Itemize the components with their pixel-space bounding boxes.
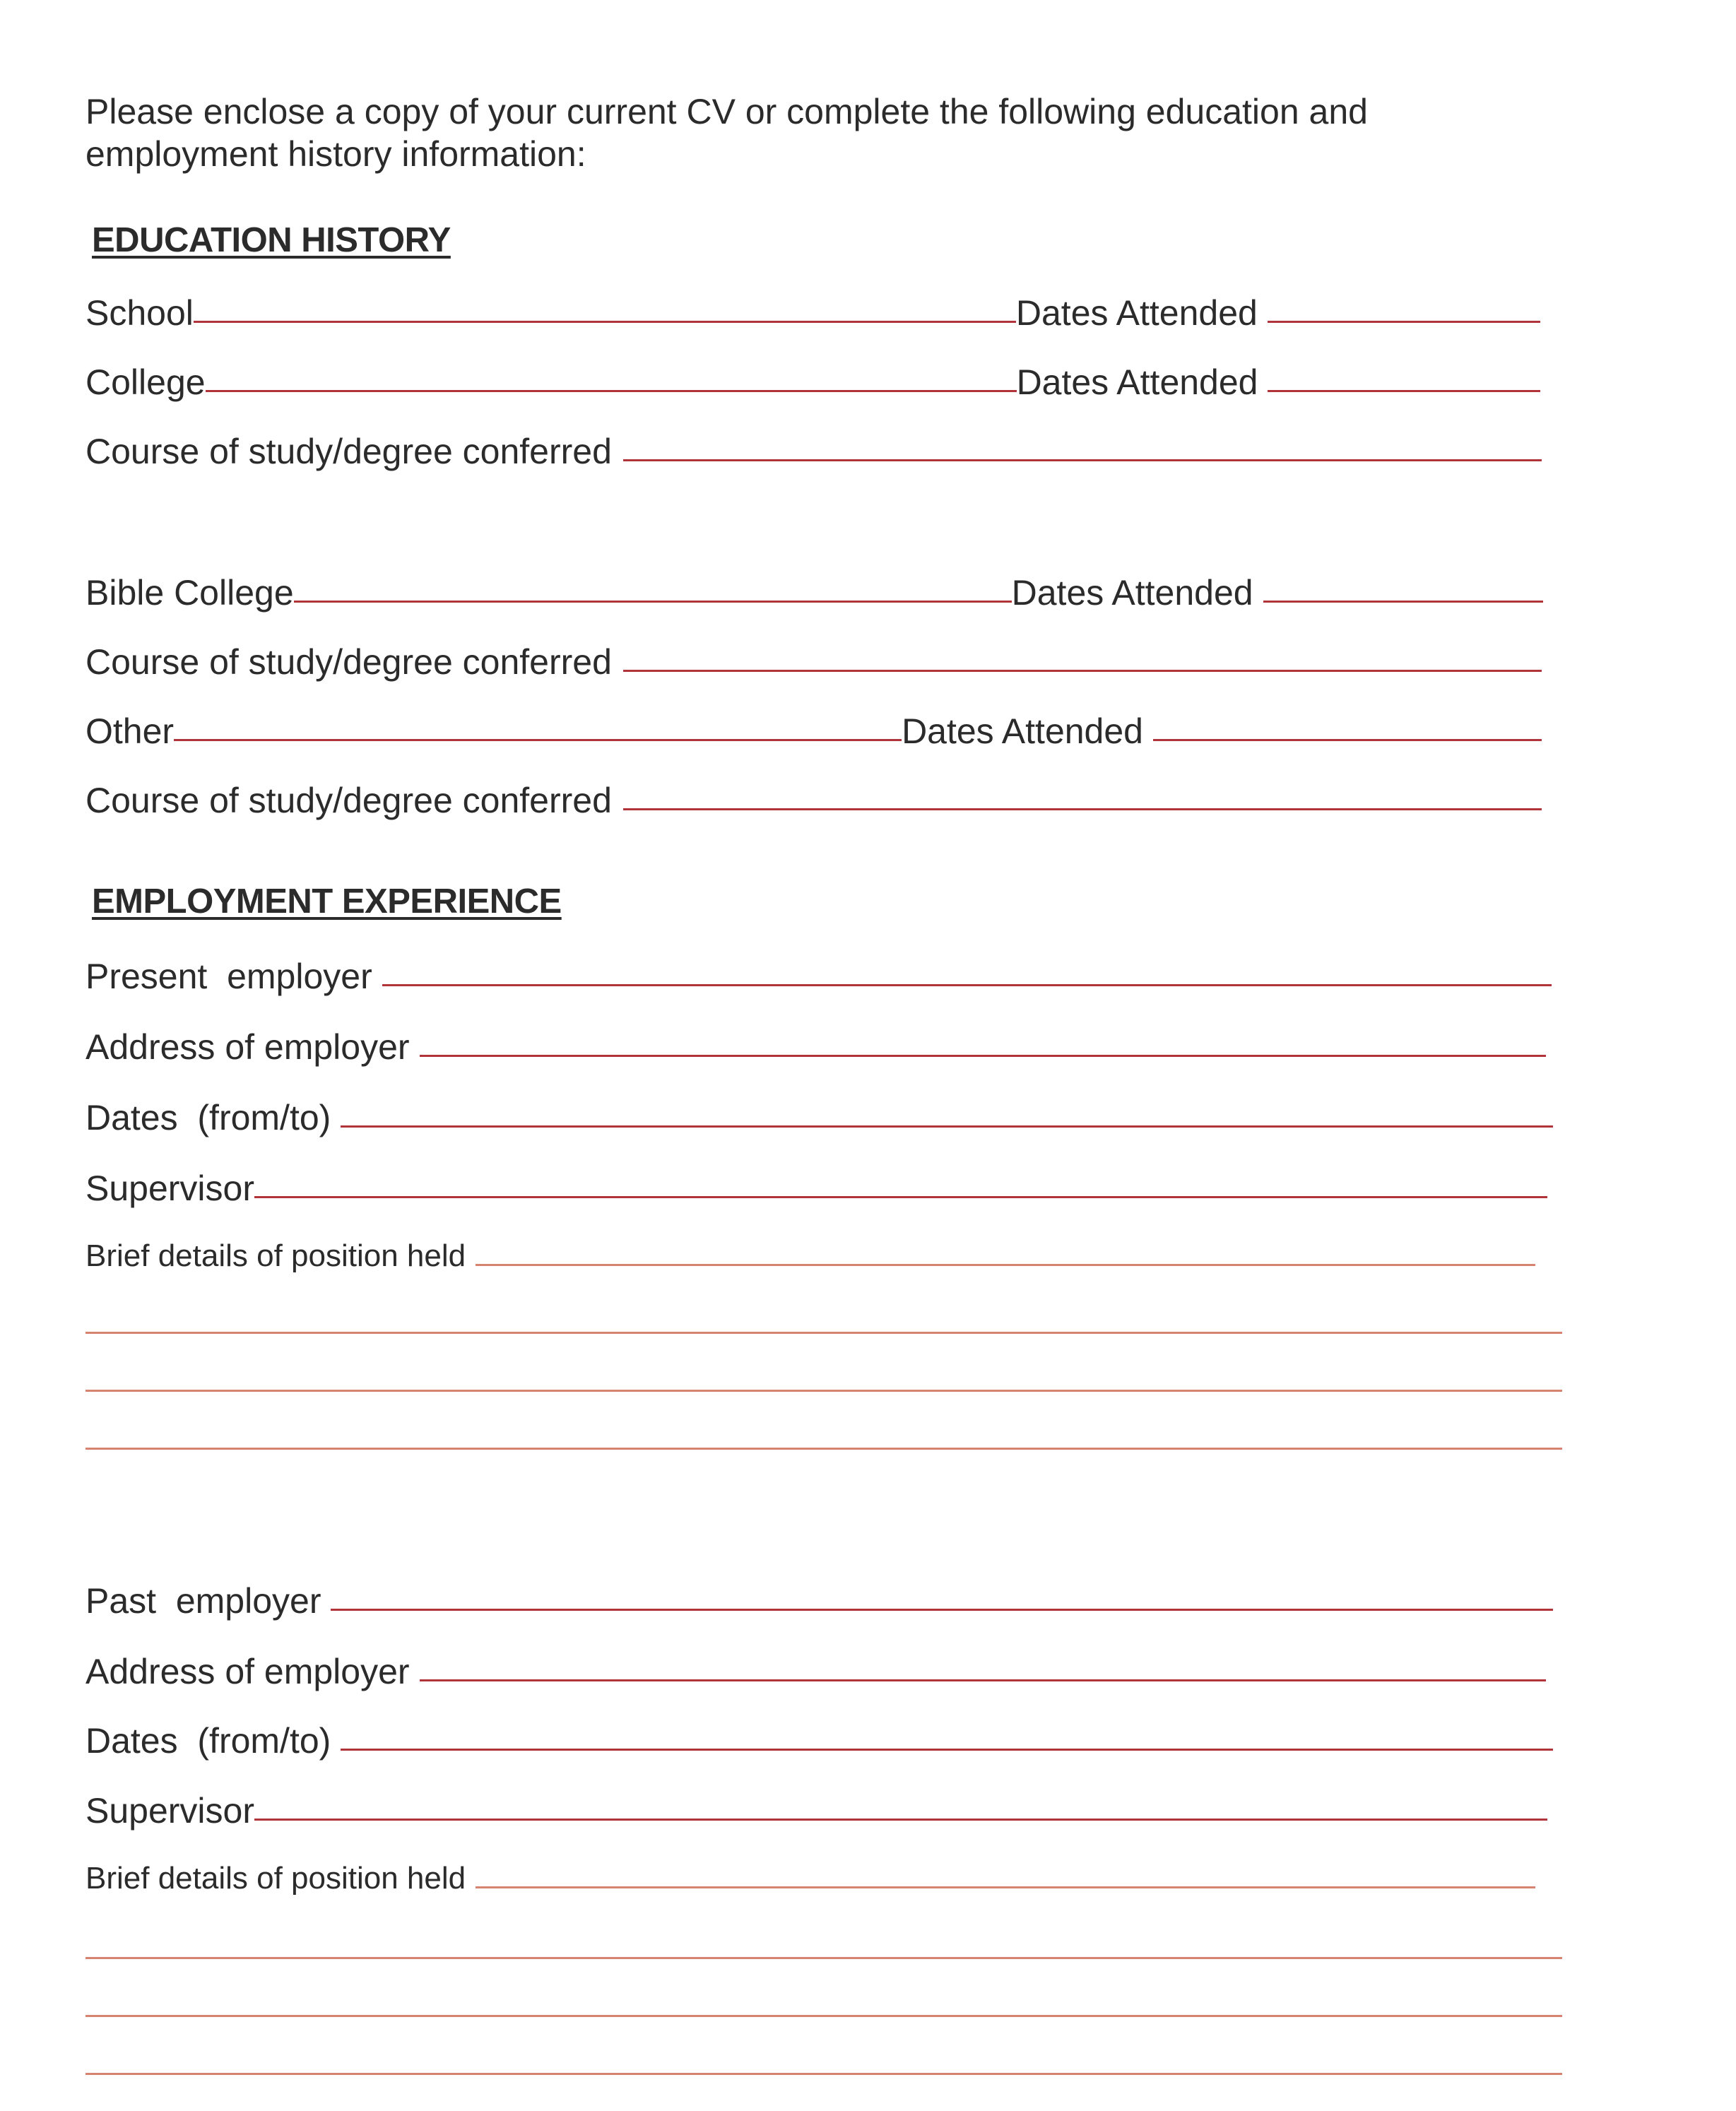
other-dates-input-line[interactable] [1153,739,1542,741]
college-row [85,355,1540,405]
past-employer-row [85,1574,1553,1624]
school-input-line[interactable] [194,321,1016,323]
present-employer-input-line[interactable] [382,984,1552,986]
school-label: School [85,293,194,333]
present-address-input-line[interactable] [420,1055,1546,1057]
other-dates-label: Dates Attended [902,711,1143,751]
other-input-line[interactable] [174,739,902,741]
present-employer-row [85,950,1552,999]
other-row [85,704,1542,754]
college-dates-input-line[interactable] [1268,390,1540,392]
school-dates-label: Dates Attended [1015,293,1258,333]
present-address-label: Address of employer [85,1027,410,1067]
past-supervisor-input-line[interactable] [254,1819,1547,1821]
bible-course-row [85,635,1542,685]
college-course-input-line[interactable] [623,459,1542,461]
present-details-extra-line-3[interactable] [85,1448,1562,1450]
bible-college-dates-label: Dates Attended [1011,573,1253,613]
other-course-row [85,774,1542,823]
past-supervisor-label: Supervisor [85,1791,254,1831]
college-label: College [85,362,206,402]
bible-course-input-line[interactable] [623,670,1542,672]
intro-text [85,90,1499,175]
present-details-label: Brief details of position held [85,1238,466,1273]
bible-college-input-line[interactable] [294,601,1012,603]
bible-college-row [85,566,1543,615]
present-employer-label: Present employer [85,957,372,996]
past-address-row [85,1645,1546,1694]
past-employer-label: Past employer [85,1581,321,1621]
past-details-extra-line-2[interactable] [85,2015,1562,2017]
college-course-row [85,425,1542,474]
bible-college-label: Bible College [85,573,294,613]
education-history-heading: EDUCATION HISTORY [92,221,451,259]
past-employer-input-line[interactable] [331,1609,1553,1611]
school-row [85,286,1540,336]
present-dates-input-line[interactable] [341,1125,1553,1128]
other-course-input-line[interactable] [623,808,1542,810]
present-dates-row [85,1091,1553,1140]
present-supervisor-input-line[interactable] [254,1196,1547,1198]
past-details-input-line[interactable] [476,1886,1535,1888]
present-address-row [85,1020,1546,1070]
past-supervisor-row [85,1784,1547,1833]
past-dates-input-line[interactable] [341,1749,1553,1751]
present-supervisor-row [85,1161,1547,1211]
present-supervisor-label: Supervisor [85,1169,254,1208]
past-dates-row [85,1714,1553,1763]
intro-line-2: employment history information: [85,134,586,174]
present-details-extra-line-1[interactable] [85,1332,1562,1334]
present-details-row [85,1229,1535,1279]
present-details-extra-line-2[interactable] [85,1390,1562,1392]
college-course-label: Course of study/degree conferred [85,432,612,471]
past-address-label: Address of employer [85,1652,410,1691]
past-details-extra-line-1[interactable] [85,1957,1562,1959]
present-dates-label: Dates (from/to) [85,1098,331,1137]
past-details-extra-line-3[interactable] [85,2073,1562,2075]
school-dates-input-line[interactable] [1268,321,1540,323]
college-dates-label: Dates Attended [1016,362,1258,402]
past-dates-label: Dates (from/to) [85,1721,331,1761]
bible-course-label: Course of study/degree conferred [85,642,612,682]
employment-experience-heading: EMPLOYMENT EXPERIENCE [92,882,562,921]
past-address-input-line[interactable] [420,1679,1546,1681]
other-label: Other [85,711,175,751]
bible-college-dates-input-line[interactable] [1263,601,1543,603]
other-course-label: Course of study/degree conferred [85,781,612,820]
intro-line-1: Please enclose a copy of your current CV or complete the following education and [85,92,1368,131]
past-details-row [85,1852,1535,1901]
college-input-line[interactable] [206,390,1017,392]
present-details-input-line[interactable] [476,1264,1535,1266]
past-details-label: Brief details of position held [85,1861,466,1896]
